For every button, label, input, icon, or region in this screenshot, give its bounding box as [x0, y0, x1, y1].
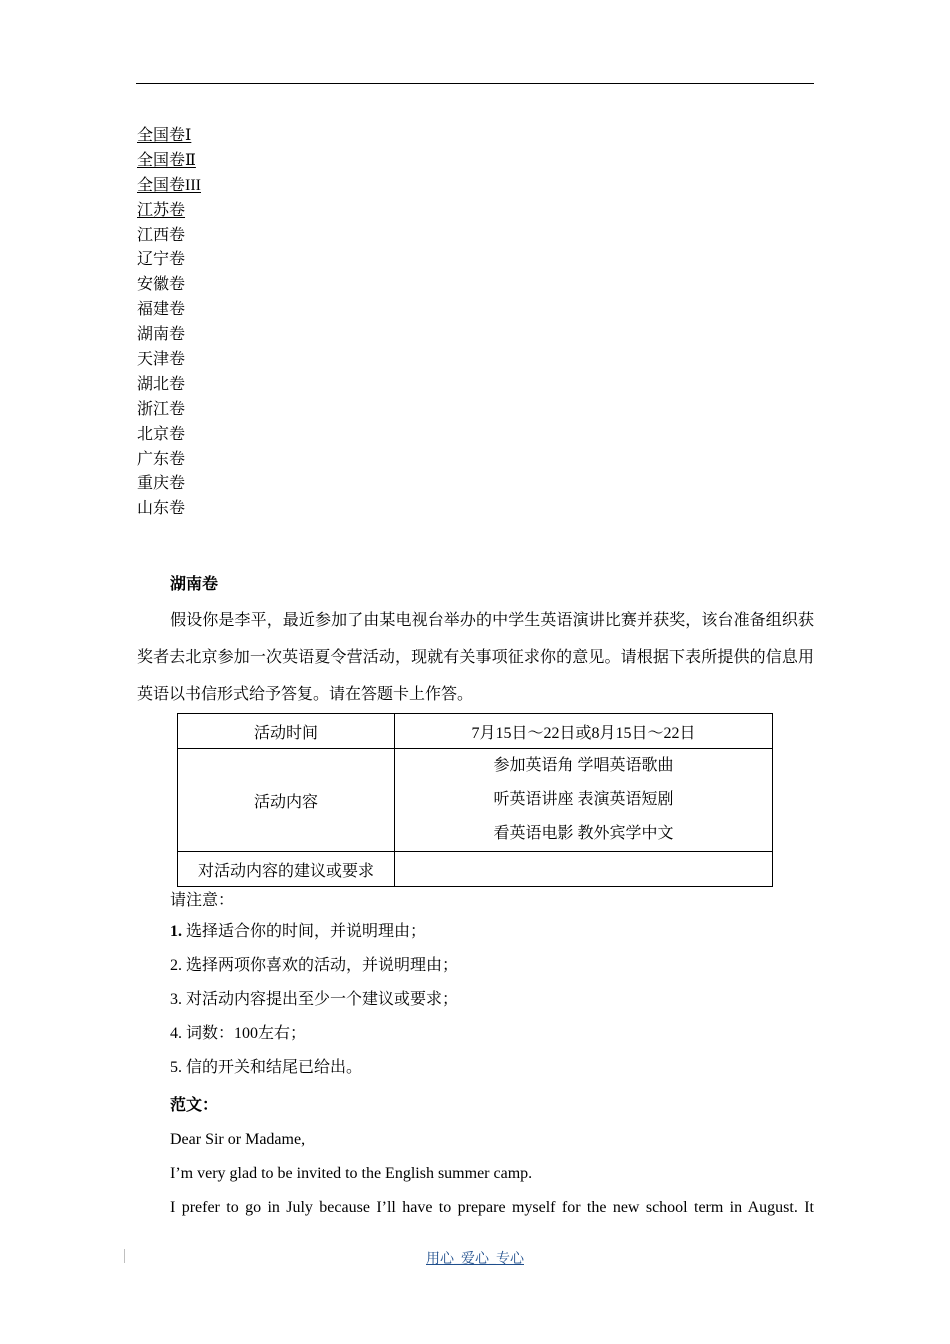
note-item	[170, 953, 814, 987]
task-intro-text: 假设你是李平，最近参加了由某电视台举办的中学生英语演讲比赛并获奖，该台准备组织获奖者去北京参加一次英语夏令营活动，现就有关事项征求你的意见。请根据下表所提供的信息用英语以书信形式给予答复。请在答题卡上作答。	[137, 612, 814, 703]
toc-item: 湖北卷	[137, 375, 186, 393]
activity-content-line: 听英语讲座 表演英语短剧	[493, 791, 674, 808]
footer-text: 用心_爱心_专心	[426, 1252, 524, 1267]
toc-item: 湖南卷	[137, 326, 186, 344]
suggestion-value	[395, 852, 773, 887]
activity-content-label: 活动内容	[178, 749, 395, 852]
note-text: 信的开关和结尾已给出。	[182, 1059, 363, 1076]
header-rule	[136, 83, 814, 84]
table-row	[178, 714, 773, 749]
toc-item: 北京卷	[137, 425, 186, 443]
note-number: 5.	[170, 1059, 182, 1076]
toc-item: 重庆卷	[137, 475, 186, 493]
activity-table	[177, 713, 773, 887]
essay-line: I’m very glad to be invited to the English summer camp.	[170, 1165, 533, 1182]
note-text: 词数：100左右；	[182, 1025, 307, 1042]
toc-item: 福建卷	[137, 301, 186, 319]
activity-time-label: 活动时间	[178, 714, 395, 749]
activity-time-value: 7月15日～22日或8月15日～22日	[395, 714, 773, 749]
toc-item: 江西卷	[137, 226, 186, 244]
task-intro	[137, 602, 814, 713]
toc-item: 辽宁卷	[137, 251, 186, 269]
note-item	[170, 987, 814, 1021]
note-text: 选择两项你喜欢的活动，并说明理由；	[182, 957, 459, 974]
note-number: 1.	[170, 923, 182, 940]
page-footer	[0, 1248, 950, 1268]
note-number: 4.	[170, 1025, 182, 1042]
notes-heading: 请注意：	[170, 892, 235, 909]
section-title: 湖南卷	[170, 576, 219, 593]
note-item	[170, 1055, 814, 1089]
table-row	[178, 749, 773, 852]
toc-item: 浙江卷	[137, 400, 186, 418]
model-essay	[170, 1093, 814, 1229]
essay-line: I prefer to go in July because I’ll have to prepare myself for the new school term in August. It	[170, 1199, 814, 1216]
essay-heading: 范文：	[170, 1097, 219, 1114]
toc-item: 天津卷	[137, 351, 186, 369]
table-of-contents	[137, 124, 437, 522]
suggestion-label: 对活动内容的建议或要求	[178, 852, 395, 887]
table-row	[178, 852, 773, 887]
note-text: 选择适合你的时间，并说明理由；	[182, 923, 427, 940]
note-number: 3.	[170, 991, 182, 1008]
toc-link[interactable]: 全国卷III	[137, 176, 201, 194]
essay-line: Dear Sir or Madame,	[170, 1131, 306, 1148]
activity-content-line: 看英语电影 教外宾学中文	[493, 825, 674, 842]
note-item	[170, 919, 814, 953]
note-number: 2.	[170, 957, 182, 974]
note-text: 对活动内容提出至少一个建议或要求；	[182, 991, 459, 1008]
toc-item: 山东卷	[137, 500, 186, 518]
note-item	[170, 1021, 814, 1055]
toc-item: 安徽卷	[137, 276, 186, 294]
activity-content-cell	[395, 749, 773, 852]
toc-link[interactable]: 江苏卷	[137, 201, 186, 219]
activity-content-line: 参加英语角 学唱英语歌曲	[493, 757, 674, 774]
toc-link[interactable]: 全国卷Ⅱ	[137, 151, 196, 169]
toc-link[interactable]: 全国卷Ⅰ	[137, 127, 192, 144]
notes	[170, 888, 814, 1089]
toc-item: 广东卷	[137, 450, 186, 468]
